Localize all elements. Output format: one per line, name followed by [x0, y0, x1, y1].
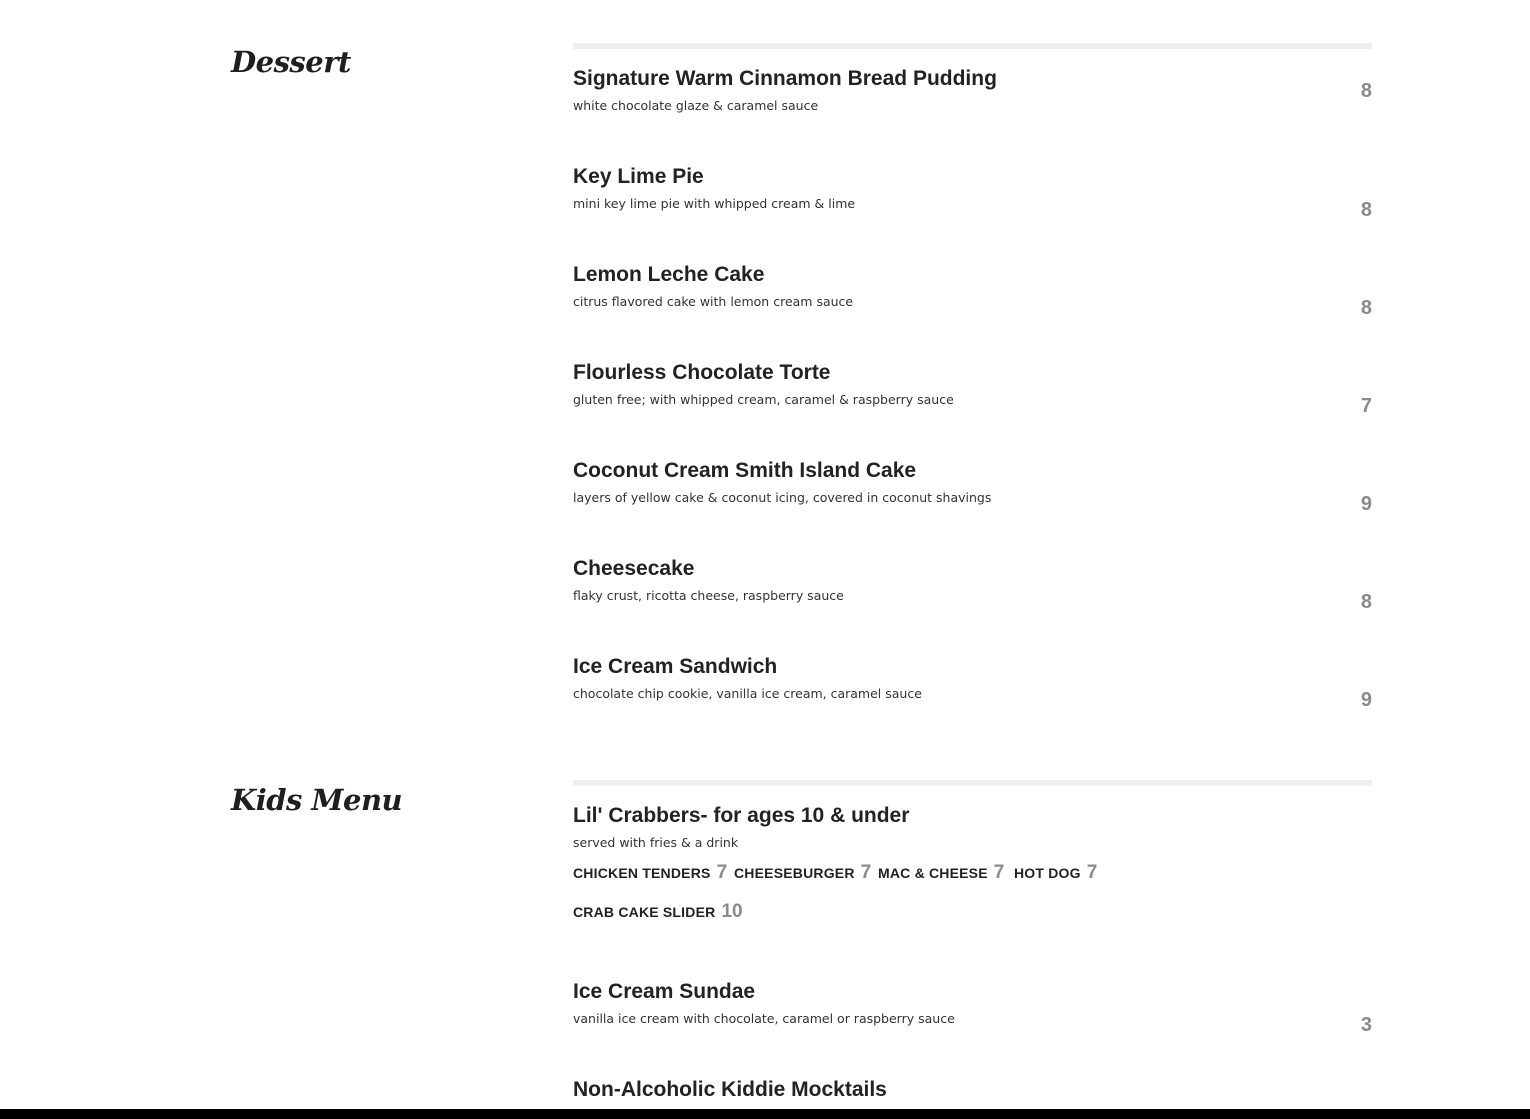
item-name: Flourless Chocolate Torte	[573, 361, 831, 384]
item-name: Non-Alcoholic Kiddie Mocktails	[573, 1078, 887, 1101]
option-price: 7	[716, 862, 728, 883]
item-price: 8	[1360, 297, 1372, 319]
option-name: CHICKEN TENDERS	[573, 865, 711, 881]
option-chicken-tenders	[573, 862, 727, 884]
option-price: 7	[993, 862, 1005, 883]
section-title-kids-menu: Kids Menu	[231, 783, 403, 817]
menu-item	[573, 459, 1372, 549]
option-cheeseburger	[734, 862, 871, 884]
item-description: served with fries & a drink	[573, 835, 739, 850]
menu-item	[573, 165, 1372, 255]
item-name: Signature Warm Cinnamon Bread Pudding	[573, 67, 997, 90]
item-name: Ice Cream Sundae	[573, 980, 756, 1003]
option-name: HOT DOG	[1014, 865, 1081, 881]
menu-item	[573, 1078, 1372, 1108]
option-hot-dog	[1014, 862, 1097, 884]
menu-item	[573, 557, 1372, 647]
section-divider	[573, 780, 1372, 786]
item-name: Key Lime Pie	[573, 165, 704, 188]
item-description: citrus flavored cake with lemon cream sauce	[573, 294, 854, 309]
option-price: 10	[721, 901, 743, 922]
item-price: 8	[1360, 591, 1372, 613]
option-price: 7	[860, 862, 872, 883]
item-price: 9	[1360, 689, 1372, 711]
item-description: white chocolate glaze & caramel sauce	[573, 98, 819, 113]
item-options	[573, 862, 1372, 932]
menu-item	[573, 263, 1372, 353]
option-name: MAC & CHEESE	[878, 865, 988, 881]
item-price: 9	[1360, 493, 1372, 515]
section-title-dessert: Dessert	[231, 45, 351, 79]
item-name: Ice Cream Sandwich	[573, 655, 778, 678]
item-description: mini key lime pie with whipped cream & lime	[573, 196, 856, 211]
item-description: flaky crust, ricotta cheese, raspberry sauce	[573, 588, 844, 603]
option-name: CHEESEBURGER	[734, 865, 855, 881]
item-description: gluten free; with whipped cream, caramel & raspberry sauce	[573, 392, 954, 407]
item-description: layers of yellow cake & coconut icing, covered in coconut shavings	[573, 490, 992, 505]
item-description: chocolate chip cookie, vanilla ice cream, caramel sauce	[573, 686, 922, 701]
option-mac-and-cheese	[878, 862, 1004, 884]
section-divider	[573, 43, 1372, 49]
item-price: 3	[1360, 1014, 1372, 1036]
option-price: 7	[1086, 862, 1098, 883]
menu-item	[573, 361, 1372, 451]
item-name: Lemon Leche Cake	[573, 263, 765, 286]
menu-item	[573, 980, 1372, 1070]
option-crab-cake-slider	[573, 901, 743, 923]
bottom-bar	[0, 1109, 1530, 1119]
item-description: vanilla ice cream with chocolate, caramel or raspberry sauce	[573, 1011, 955, 1026]
menu-item	[573, 655, 1372, 745]
option-name: CRAB CAKE SLIDER	[573, 904, 716, 920]
item-price: 8	[1360, 199, 1372, 221]
item-name: Coconut Cream Smith Island Cake	[573, 459, 917, 482]
item-price: 8	[1360, 80, 1372, 102]
item-name: Cheesecake	[573, 557, 695, 580]
menu-item	[573, 67, 1372, 157]
item-price: 7	[1360, 395, 1372, 417]
item-name: Lil' Crabbers- for ages 10 & under	[573, 804, 910, 827]
